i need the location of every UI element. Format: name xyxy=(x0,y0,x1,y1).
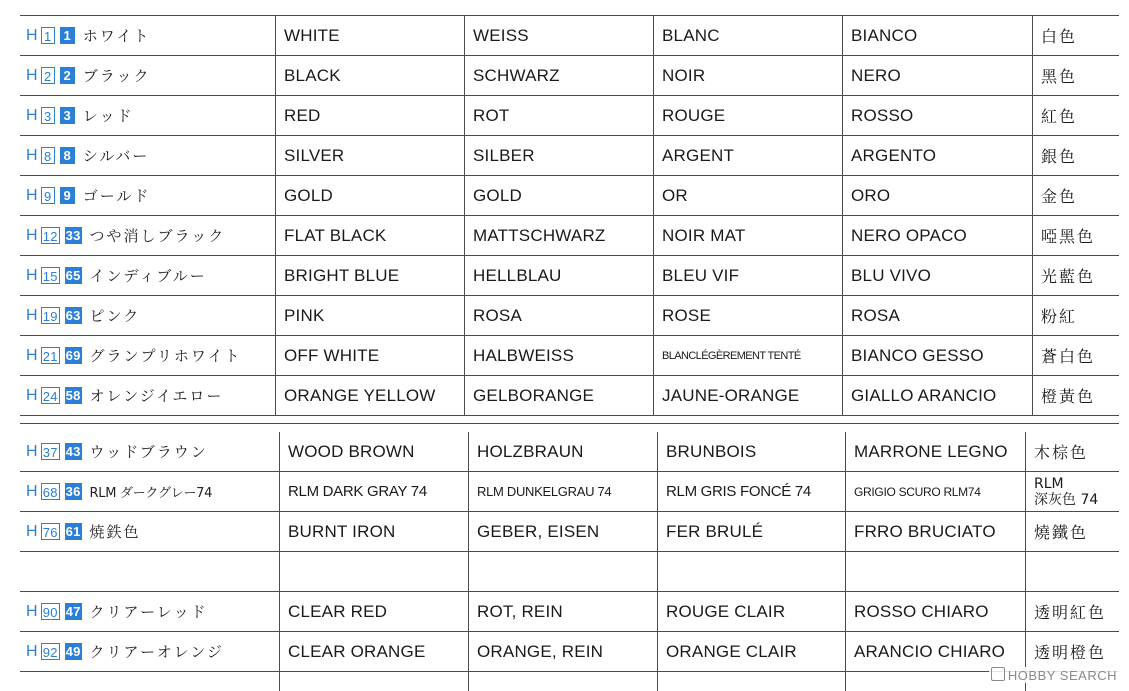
japanese-name: ウッドブラウン xyxy=(89,443,208,461)
italian-name: MARRONE LEGNO xyxy=(845,432,1025,471)
italian-name: ROSA xyxy=(842,296,1032,335)
japanese-name: シルバー xyxy=(82,147,150,165)
french-name: ROSE xyxy=(653,296,842,335)
number-box-filled: 43 xyxy=(65,444,81,459)
japanese-name: ピンク xyxy=(89,307,141,325)
chinese-name: 紅色 xyxy=(1032,96,1119,135)
number-box-outline: 12 xyxy=(42,229,58,244)
empty-cell xyxy=(468,552,657,591)
japanese-name: ブラック xyxy=(82,67,151,85)
number-box-outline: 19 xyxy=(42,309,58,324)
h-prefix: H xyxy=(26,306,38,324)
german-name: HOLZBRAUN xyxy=(468,432,657,471)
english-name: OFF WHITE xyxy=(275,336,464,375)
german-name: GEBER, EISEN xyxy=(468,512,657,551)
chinese-name: 銀色 xyxy=(1032,136,1119,175)
table-row xyxy=(20,432,1119,472)
h-prefix: H xyxy=(26,26,38,44)
number-box-filled: 69 xyxy=(65,348,81,363)
english-name: GOLD xyxy=(275,176,464,215)
japanese-name: グランプリホワイト xyxy=(89,347,242,365)
number-box-outline: 3 xyxy=(41,107,55,124)
german-name: SCHWARZ xyxy=(464,56,653,95)
partial-row xyxy=(20,672,1119,691)
french-name: JAUNE-ORANGE xyxy=(653,376,842,415)
italian-name: NERO OPACO xyxy=(842,216,1032,255)
german-name: ROT xyxy=(464,96,653,135)
number-box-filled: 9 xyxy=(60,187,75,204)
german-name: ROT, REIN xyxy=(468,592,657,631)
empty-cell xyxy=(279,552,468,591)
number-box-outline: 92 xyxy=(42,645,58,660)
italian-name: NERO xyxy=(842,56,1032,95)
empty-cell xyxy=(279,672,468,691)
german-name: ROSA xyxy=(464,296,653,335)
empty-cell xyxy=(20,552,279,591)
empty-row xyxy=(20,552,1119,592)
french-name: ARGENT xyxy=(653,136,842,175)
italian-name: BIANCO xyxy=(842,16,1032,55)
french-name: OR xyxy=(653,176,842,215)
german-name: ORANGE, REIN xyxy=(468,632,657,671)
french-name: BLEU VIF xyxy=(653,256,842,295)
table-row xyxy=(20,136,1119,176)
japanese-name: RLM ダークグレー74 xyxy=(89,486,213,501)
chinese-name xyxy=(1025,472,1119,511)
english-name: WOOD BROWN xyxy=(279,432,468,471)
table-row xyxy=(20,256,1119,296)
english-name: BLACK xyxy=(275,56,464,95)
number-box-filled: 61 xyxy=(65,524,81,539)
number-box-filled: 8 xyxy=(60,147,75,164)
japanese-name: オレンジイエロー xyxy=(89,387,224,405)
chinese-name: 燒鐵色 xyxy=(1025,512,1119,551)
code-cell xyxy=(20,216,275,255)
french-name: BLANCLÉGÈREMENT TENTÉ xyxy=(653,336,842,375)
code-cell xyxy=(20,336,275,375)
english-name: RLM DARK GRAY 74 xyxy=(279,472,468,511)
japanese-name: ホワイト xyxy=(82,27,151,45)
table-row xyxy=(20,16,1119,56)
code-cell xyxy=(20,376,275,415)
english-name: RED xyxy=(275,96,464,135)
table-row xyxy=(20,216,1119,256)
h-prefix: H xyxy=(26,186,38,204)
english-name: SILVER xyxy=(275,136,464,175)
number-box-outline: 76 xyxy=(42,525,58,540)
chinese-name: 透明紅色 xyxy=(1025,592,1119,631)
number-box-outline: 1 xyxy=(41,27,55,44)
table-row xyxy=(20,336,1119,376)
empty-cell xyxy=(657,672,845,691)
h-prefix: H xyxy=(26,482,38,500)
english-name: FLAT BLACK xyxy=(275,216,464,255)
chinese-name: 透明橙色 xyxy=(1025,632,1119,671)
german-name: HALBWEISS xyxy=(464,336,653,375)
table-row xyxy=(20,512,1119,552)
italian-name: ARANCIO CHIARO xyxy=(845,632,1025,671)
number-box-filled: 65 xyxy=(65,268,81,283)
code-cell xyxy=(20,632,279,671)
chinese-name-line1: RLM xyxy=(1034,475,1064,492)
number-box-outline: 21 xyxy=(42,349,58,364)
empty-cell xyxy=(845,552,1025,591)
english-name: CLEAR RED xyxy=(279,592,468,631)
number-box-filled: 1 xyxy=(60,27,75,44)
chinese-name: 粉紅 xyxy=(1032,296,1119,335)
italian-name: BLU VIVO xyxy=(842,256,1032,295)
japanese-name: クリアーレッド xyxy=(89,603,208,621)
empty-cell xyxy=(657,552,845,591)
french-name: ROUGE xyxy=(653,96,842,135)
japanese-name: クリアーオレンジ xyxy=(89,643,225,661)
italian-name: ROSSO xyxy=(842,96,1032,135)
chinese-name: 白色 xyxy=(1032,16,1119,55)
code-cell xyxy=(20,16,275,55)
number-box-outline: 90 xyxy=(42,605,58,620)
code-cell xyxy=(20,96,275,135)
number-box-outline: 8 xyxy=(41,147,55,164)
number-box-filled: 3 xyxy=(60,107,75,124)
h-prefix: H xyxy=(26,522,38,540)
code-cell xyxy=(20,592,279,631)
number-box-outline: 24 xyxy=(42,389,58,404)
table-row xyxy=(20,472,1119,512)
english-name: BURNT IRON xyxy=(279,512,468,551)
number-box-filled: 58 xyxy=(65,388,81,403)
table-row xyxy=(20,296,1119,336)
table-row xyxy=(20,376,1119,416)
hobby-search-watermark xyxy=(989,667,1119,683)
english-name: BRIGHT BLUE xyxy=(275,256,464,295)
code-cell xyxy=(20,256,275,295)
chinese-name: 黑色 xyxy=(1032,56,1119,95)
code-cell xyxy=(20,512,279,551)
number-box-filled: 33 xyxy=(65,228,81,243)
japanese-name: レッド xyxy=(82,107,134,125)
watermark-text: HOBBY SEARCH xyxy=(1007,668,1117,683)
h-prefix: H xyxy=(26,146,38,164)
french-name: BLANC xyxy=(653,16,842,55)
english-name: WHITE xyxy=(275,16,464,55)
french-name: ORANGE CLAIR xyxy=(657,632,845,671)
french-name: NOIR MAT xyxy=(653,216,842,255)
section-rule xyxy=(20,423,1119,424)
number-box-filled: 36 xyxy=(65,484,81,499)
japanese-name: ゴールド xyxy=(82,187,151,205)
number-box-filled: 47 xyxy=(65,604,81,619)
chinese-name: 木棕色 xyxy=(1025,432,1119,471)
empty-cell xyxy=(1025,552,1119,591)
h-prefix: H xyxy=(26,386,38,404)
code-cell xyxy=(20,432,279,471)
h-prefix: H xyxy=(26,602,38,620)
number-box-outline: 37 xyxy=(42,445,58,460)
italian-name: ORO xyxy=(842,176,1032,215)
number-box-filled: 63 xyxy=(65,308,81,323)
german-name: RLM DUNKELGRAU 74 xyxy=(468,472,657,511)
code-cell xyxy=(20,472,279,511)
french-name: RLM GRIS FONCÉ 74 xyxy=(657,472,845,511)
table-row xyxy=(20,96,1119,136)
number-box-outline: 9 xyxy=(41,187,55,204)
table-row xyxy=(20,632,1119,672)
japanese-name: インディブルー xyxy=(89,267,207,285)
number-box-outline: 68 xyxy=(42,485,58,500)
italian-name: BIANCO GESSO xyxy=(842,336,1032,375)
german-name: GOLD xyxy=(464,176,653,215)
chinese-name: 金色 xyxy=(1032,176,1119,215)
french-name: BRUNBOIS xyxy=(657,432,845,471)
english-name: PINK xyxy=(275,296,464,335)
h-prefix: H xyxy=(26,226,38,244)
french-name: FER BRULÉ xyxy=(657,512,845,551)
chinese-name: 蒼白色 xyxy=(1032,336,1119,375)
german-name: GELBORANGE xyxy=(464,376,653,415)
german-name: MATTSCHWARZ xyxy=(464,216,653,255)
number-box-filled: 49 xyxy=(65,644,81,659)
italian-name: ROSSO CHIARO xyxy=(845,592,1025,631)
chinese-name-line2: 深灰色 74 xyxy=(1034,491,1099,508)
chinese-name: 光藍色 xyxy=(1032,256,1119,295)
code-cell xyxy=(20,176,275,215)
number-box-filled: 2 xyxy=(60,67,75,84)
watermark-logo-icon xyxy=(991,667,1005,681)
japanese-name: 焼鉄色 xyxy=(89,523,141,541)
h-prefix: H xyxy=(26,442,38,460)
code-cell xyxy=(20,296,275,335)
german-name: WEISS xyxy=(464,16,653,55)
h-prefix: H xyxy=(26,266,38,284)
table-row xyxy=(20,592,1119,632)
number-box-outline: 15 xyxy=(42,269,58,284)
french-name: ROUGE CLAIR xyxy=(657,592,845,631)
english-name: CLEAR ORANGE xyxy=(279,632,468,671)
number-box-outline: 2 xyxy=(41,67,55,84)
table-row xyxy=(20,56,1119,96)
h-prefix: H xyxy=(26,346,38,364)
h-prefix: H xyxy=(26,106,38,124)
german-name: HELLBLAU xyxy=(464,256,653,295)
table-row xyxy=(20,176,1119,216)
german-name: SILBER xyxy=(464,136,653,175)
code-cell xyxy=(20,136,275,175)
italian-name: FRRO BRUCIATO xyxy=(845,512,1025,551)
chinese-name: 啞黑色 xyxy=(1032,216,1119,255)
chinese-name: 橙黃色 xyxy=(1032,376,1119,415)
english-name: ORANGE YELLOW xyxy=(275,376,464,415)
french-name: NOIR xyxy=(653,56,842,95)
empty-cell xyxy=(468,672,657,691)
h-prefix: H xyxy=(26,642,38,660)
code-cell xyxy=(20,56,275,95)
italian-name: ARGENTO xyxy=(842,136,1032,175)
japanese-name: つや消しブラック xyxy=(89,227,226,245)
italian-name: GIALLO ARANCIO xyxy=(842,376,1032,415)
italian-name: GRIGIO SCURO RLM74 xyxy=(845,472,1025,511)
h-prefix: H xyxy=(26,66,38,84)
